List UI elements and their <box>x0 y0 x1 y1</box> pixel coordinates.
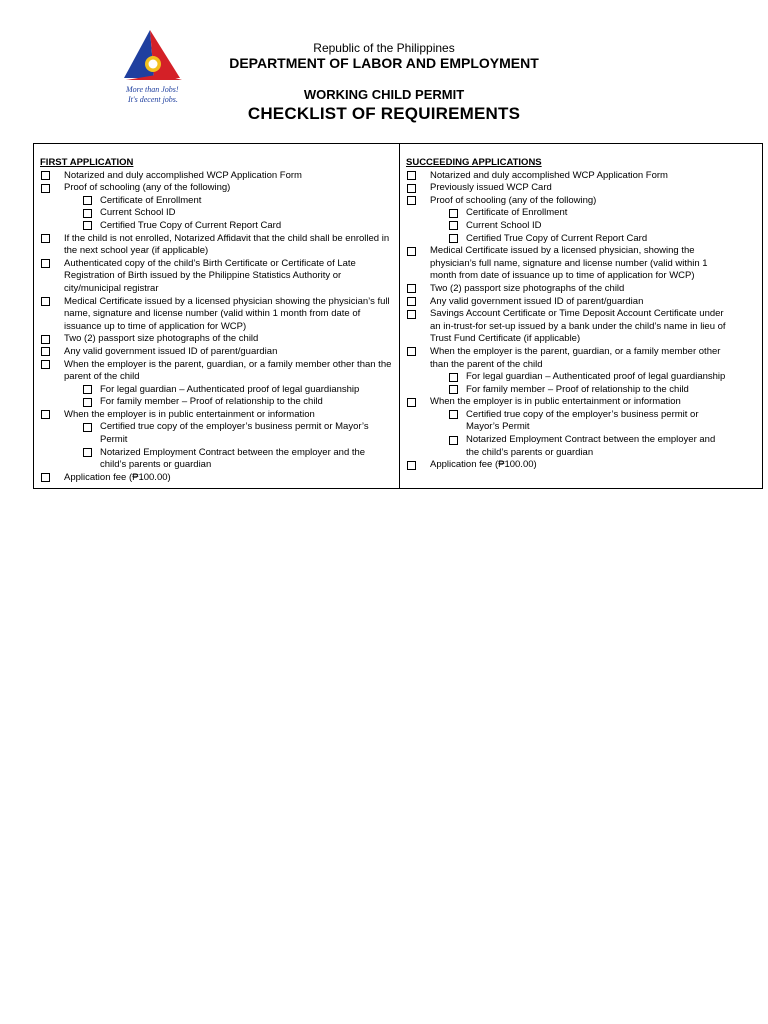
checklist-subitem <box>40 421 395 446</box>
checkbox[interactable] <box>407 284 416 293</box>
checklist-item <box>406 346 758 371</box>
checklist-item <box>406 182 758 195</box>
item-text: When the employer is in public entertainment or information <box>430 396 681 408</box>
succeeding-applications-title: SUCCEEDING APPLICATIONS <box>406 157 542 168</box>
checklist-item <box>40 182 395 195</box>
checklist-item <box>40 170 395 183</box>
checklist-item <box>406 245 758 283</box>
checklist-subitem <box>406 220 758 233</box>
item-text: Certificate of Enrollment <box>466 207 568 219</box>
checkbox[interactable] <box>407 247 416 256</box>
first-application-column <box>40 157 395 484</box>
item-text: Medical Certificate issued by a licensed physician, showing the <box>430 245 695 257</box>
checkbox[interactable] <box>407 171 416 180</box>
item-text: Trust Fund Certificate (if applicable) <box>430 333 581 345</box>
item-text: Notarized and duly accomplished WCP Application Form <box>64 169 302 181</box>
checklist-title: CHECKLIST OF REQUIREMENTS <box>247 104 521 123</box>
checklist-subitem <box>406 371 758 384</box>
checklist-item <box>406 308 758 346</box>
logo-tagline-1: More than Jobs! <box>126 85 179 94</box>
item-text: When the employer is in public entertainment or information <box>64 408 315 420</box>
checkbox[interactable] <box>407 461 416 470</box>
checkbox[interactable] <box>83 448 92 457</box>
checklist-item <box>406 396 758 409</box>
checklist-item <box>406 296 758 309</box>
requirements-table <box>33 143 763 489</box>
item-text: When the employer is the parent, guardian, or a family member other than the <box>64 358 392 370</box>
checkbox[interactable] <box>83 385 92 394</box>
item-text: Certificate of Enrollment <box>100 194 202 206</box>
checklist-subitem <box>40 195 395 208</box>
checkbox[interactable] <box>407 297 416 306</box>
checklist-subitem <box>40 220 395 233</box>
item-text: issuance up to time of application for WCP) <box>64 320 247 332</box>
checklist-item <box>40 333 395 346</box>
checklist-subitem <box>406 434 758 459</box>
item-text: than the parent of the child <box>430 358 543 370</box>
checklist-item <box>40 409 395 422</box>
checklist-item <box>40 359 395 384</box>
checkbox[interactable] <box>41 184 50 193</box>
checkbox[interactable] <box>41 347 50 356</box>
item-text: Proof of schooling (any of the following) <box>430 194 597 206</box>
checklist-subitem <box>40 207 395 220</box>
column-divider <box>399 144 400 488</box>
item-text: city/municipal registrar <box>64 282 159 294</box>
item-text: Current School ID <box>100 207 176 219</box>
checklist-subitem <box>40 447 395 472</box>
item-text: For family member – Proof of relationship to the child <box>466 383 689 395</box>
item-text: Permit <box>100 434 128 446</box>
item-text: Application fee (₱100.00) <box>430 459 537 471</box>
checkbox[interactable] <box>407 398 416 407</box>
checklist-item <box>40 233 395 258</box>
checkbox[interactable] <box>41 297 50 306</box>
logo-tagline-2: It's decent jobs. <box>128 95 178 104</box>
item-text: Notarized and duly accomplished WCP Application Form <box>430 169 668 181</box>
checkbox[interactable] <box>41 335 50 344</box>
item-text: physician’s full name, signature and license number (valid within 1 <box>430 257 708 269</box>
item-text: Certified True Copy of Current Report Card <box>466 232 648 244</box>
checkbox[interactable] <box>407 184 416 193</box>
item-text: parent of the child <box>64 371 140 383</box>
item-text: Certified true copy of the employer’s business permit or <box>466 408 699 420</box>
first-application-title: FIRST APPLICATION <box>40 157 134 168</box>
checkbox[interactable] <box>41 234 50 243</box>
item-text: the next school year (if applicable) <box>64 245 209 257</box>
checklist-item <box>40 472 395 485</box>
item-text: name, signature and license number (valid within 1 month from date of <box>64 308 361 320</box>
item-text: Medical Certificate issued by a licensed physician showing the physician’s full <box>64 295 390 307</box>
checklist-subitem <box>40 396 395 409</box>
checkbox[interactable] <box>83 221 92 230</box>
checklist-subitem <box>406 233 758 246</box>
checklist-item <box>40 346 395 359</box>
item-text: Certified True Copy of Current Report Card <box>100 219 282 231</box>
checklist-subitem <box>40 384 395 397</box>
item-text: Previously issued WCP Card <box>430 182 552 194</box>
checkbox[interactable] <box>83 423 92 432</box>
checkbox[interactable] <box>83 209 92 218</box>
checkbox[interactable] <box>449 436 458 445</box>
item-text: Certified true copy of the employer’s business permit or Mayor’s <box>100 421 369 433</box>
checkbox[interactable] <box>449 209 458 218</box>
item-text: Application fee (₱100.00) <box>64 471 171 483</box>
checkbox[interactable] <box>41 171 50 180</box>
item-text: Any valid government issued ID of parent/guardian <box>64 345 278 357</box>
checklist-item <box>40 296 395 334</box>
permit-title: WORKING CHILD PERMIT <box>303 87 465 102</box>
checkbox[interactable] <box>449 373 458 382</box>
checklist-item <box>406 283 758 296</box>
item-text: For family member – Proof of relationship to the child <box>100 396 323 408</box>
checklist-item <box>406 170 758 183</box>
item-text: Notarized Employment Contract between the employer and the <box>100 446 366 458</box>
checklist-item <box>406 195 758 208</box>
checkbox[interactable] <box>407 310 416 319</box>
item-text: Any valid government issued ID of parent/guardian <box>430 295 644 307</box>
item-text: child’s parents or guardian <box>100 459 212 471</box>
republic-title: Republic of the Philippines <box>313 41 455 55</box>
item-text: If the child is not enrolled, Notarized Affidavit that the child shall be enrolled in <box>64 232 390 244</box>
item-text: Savings Account Certificate or Time Deposit Account Certificate under <box>430 308 724 320</box>
item-text: Mayor’s Permit <box>466 421 530 433</box>
item-text: the child’s parents or guardian <box>466 446 594 458</box>
checklist-item <box>40 258 395 296</box>
checkbox[interactable] <box>407 196 416 205</box>
checkbox[interactable] <box>83 196 92 205</box>
checkbox[interactable] <box>449 385 458 394</box>
checkbox[interactable] <box>83 398 92 407</box>
first-application-list <box>40 170 395 485</box>
item-text: For legal guardian – Authenticated proof of legal guardianship <box>466 371 726 383</box>
checklist-subitem <box>406 207 758 220</box>
checkbox[interactable] <box>41 360 50 369</box>
item-text: Authenticated copy of the child’s Birth Certificate or Certificate of Late <box>64 257 356 269</box>
item-text: an in-trust-for set-up issued by a bank under the child’s name in lieu of <box>430 320 726 332</box>
item-text: When the employer is the parent, guardian, or a family member other <box>430 345 721 357</box>
checkbox[interactable] <box>41 473 50 482</box>
item-text: Current School ID <box>466 219 542 231</box>
succeeding-applications-column <box>406 157 758 472</box>
department-title: DEPARTMENT OF LABOR AND EMPLOYMENT <box>229 55 539 71</box>
item-text: month from date of issuance up to time of application for WCP) <box>430 270 695 282</box>
item-text: Proof of schooling (any of the following) <box>64 182 231 194</box>
item-text: Registration of Birth issued by the Philippine Statistics Authority or <box>64 270 342 282</box>
succeeding-applications-list <box>406 170 758 472</box>
checkbox[interactable] <box>41 259 50 268</box>
checkbox[interactable] <box>449 410 458 419</box>
item-text: Notarized Employment Contract between the employer and <box>466 434 716 446</box>
item-text: For legal guardian – Authenticated proof of legal guardianship <box>100 383 360 395</box>
checkbox[interactable] <box>449 234 458 243</box>
checklist-subitem <box>406 384 758 397</box>
item-text: Two (2) passport size photographs of the child <box>430 282 625 294</box>
checkbox[interactable] <box>407 347 416 356</box>
checkbox[interactable] <box>449 221 458 230</box>
checklist-subitem <box>406 409 758 434</box>
checklist-item <box>406 459 758 472</box>
item-text: Two (2) passport size photographs of the child <box>64 333 259 345</box>
checkbox[interactable] <box>41 410 50 419</box>
